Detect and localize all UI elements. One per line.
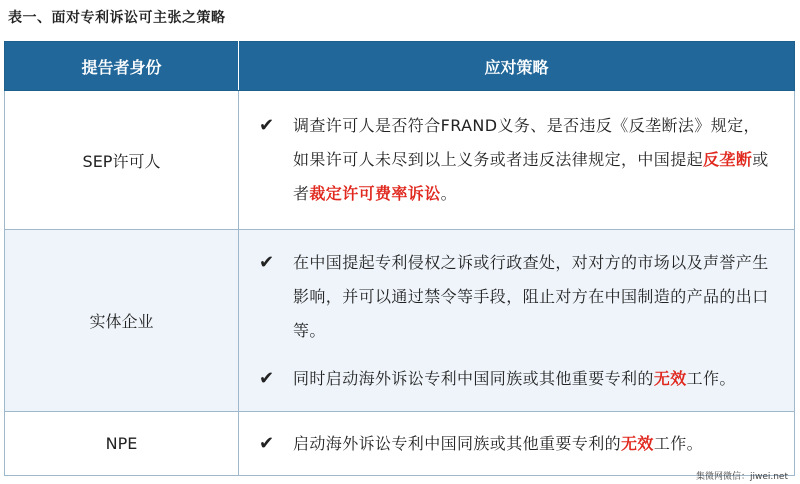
- strategy-cell: [239, 230, 795, 412]
- identity-cell: SEP许可人: [5, 91, 239, 230]
- checkmark-icon: ✔: [259, 432, 275, 454]
- highlight-text: 无效: [621, 433, 654, 453]
- text-segment: 。: [440, 184, 458, 203]
- strategy-item: [239, 109, 794, 211]
- table-row: [5, 91, 795, 230]
- text-segment: 工作。: [653, 433, 704, 453]
- highlight-text: 裁定许可费率诉讼: [309, 184, 441, 203]
- text-segment: 在中国提起专利侵权之诉或行政查处，对对方的市场以及声誉产生影响，并可以通过禁令等手段，阻止对方在中国制造的产品的出口等。: [293, 252, 769, 340]
- strategy-text: [293, 362, 772, 396]
- identity-cell: 实体企业: [5, 230, 239, 412]
- strategy-cell: [239, 91, 795, 230]
- text-segment: 启动海外诉讼专利中国同族或其他重要专利的: [293, 433, 622, 453]
- table-row: [5, 412, 795, 476]
- text-segment: 工作。: [686, 368, 736, 388]
- strategy-item: [239, 427, 794, 461]
- header-identity: 提告者身份: [5, 42, 239, 91]
- table-row: [5, 230, 795, 412]
- header-strategy: 应对策略: [239, 42, 795, 91]
- strategy-cell: [239, 412, 795, 476]
- strategy-item: [239, 362, 794, 396]
- text-segment: 或者: [293, 150, 769, 203]
- highlight-text: 无效: [653, 368, 687, 388]
- strategy-text: [293, 109, 772, 211]
- highlight-text: 反垄断: [703, 150, 753, 169]
- table-header-row: [5, 42, 795, 91]
- checkmark-icon: ✔: [259, 115, 275, 136]
- strategy-text: [293, 246, 772, 348]
- table-title: 表一、面对专利诉讼可主张之策略: [8, 10, 226, 26]
- text-segment: 同时启动海外诉讼专利中国同族或其他重要专利的: [293, 368, 654, 388]
- strategy-table: [4, 41, 795, 476]
- checkmark-icon: ✔: [259, 367, 275, 389]
- identity-cell: NPE: [5, 412, 239, 476]
- watermark-credit: 集微网微信：jiwei.net: [695, 472, 788, 482]
- checkmark-icon: ✔: [259, 251, 275, 273]
- strategy-item: [239, 246, 794, 348]
- text-segment: 调查许可人是否符合FRAND义务、是否违反《反垄断法》规定，如果许可人未尽到以上义务或者违反法律规定，中国提起: [293, 116, 760, 169]
- strategy-text: [293, 427, 772, 461]
